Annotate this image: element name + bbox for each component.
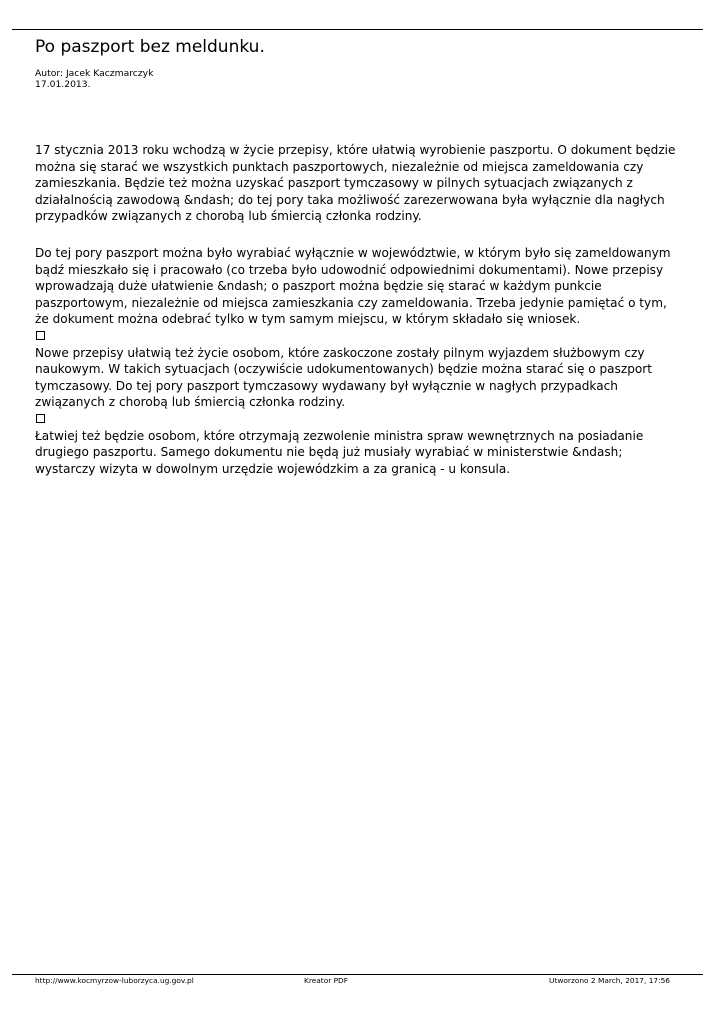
body-line: Łatwiej też będzie osobom, które otrzymają zezwolenie ministra spraw wewnętrznych na posiadanie	[35, 428, 644, 443]
body-line: że dokument można odebrać tylko w tym samym miejscu, w którym składało się wniosek.	[35, 312, 581, 327]
intro-paragraph	[35, 142, 695, 225]
intro-line: można się starać we wszystkich punktach paszportowych, niezależnie od miejsca zameldowania czy	[35, 159, 644, 174]
intro-line: działalnością zawodową &ndash; do tej pory taka możliwość zarezerwowana była wyłącznie dla nagłych	[35, 192, 665, 207]
body-line: tymczasowy. Do tej pory paszport tymczasowy wydawany był wyłącznie w nagłych przypadkach	[35, 378, 618, 393]
body-line: Nowe przepisy ułatwią też życie osobom, które zaskoczone zostały pilnym wyjazdem służbowym czy	[35, 345, 645, 360]
body-line: wprowadzają duże ułatwienie &ndash; o paszport można będzie się starać w każdym punkcie	[35, 279, 602, 294]
footer-url: http://www.kocmyrzow-luborzyca.ug.gov.pl	[35, 976, 194, 985]
footer-created: Utworzono 2 March, 2017, 17:56	[549, 976, 670, 985]
body-line: drugiego paszportu. Samego dokumentu nie będą już musiały wyrabiać w ministerstwie &ndash;	[35, 445, 623, 460]
intro-line: zamieszkania. Będzie też można uzyskać paszport tymczasowy w pilnych sytuacjach związanych z	[35, 176, 633, 191]
intro-line: przypadków związanych z chorobą lub śmiercią członka rodziny.	[35, 209, 422, 224]
body-line: paszportowym, niezależnie od miejsca zamieszkania czy zameldowania. Trzeba jedynie pamiętać o tym,	[35, 295, 667, 310]
body-line: związanych z chorobą lub śmiercią członka rodziny.	[35, 395, 346, 410]
document-meta	[35, 68, 153, 90]
footer-generator: Kreator PDF	[304, 976, 349, 985]
document-title: Po paszport bez meldunku.	[35, 37, 265, 57]
missing-glyph-box-icon	[36, 414, 45, 423]
body-line: wystarczy wizyta w dowolnym urzędzie wojewódzkim a za granicą - u konsula.	[35, 461, 511, 476]
body-line: Do tej pory paszport można było wyrabiać wyłącznie w województwie, w którym było się zameldowanym	[35, 246, 671, 260]
footer-rule	[12, 974, 703, 975]
body-line: naukowym. W takich sytuacjach (oczywiście udokumentowanych) będzie można starać się o paszport	[35, 362, 653, 377]
missing-glyph-box-icon	[36, 331, 45, 340]
header-rule	[12, 29, 703, 30]
box-glyph-row	[35, 411, 695, 428]
body-line: bądź mieszkało się i pracowało (co trzeba było udowodnić odpowiednimi dokumentami). Nowe przepisy	[35, 262, 664, 277]
article-body	[35, 245, 695, 477]
date-line: 17.01.2013.	[35, 79, 91, 90]
intro-line: 17 stycznia 2013 roku wchodzą w życie przepisy, które ułatwią wyrobienie paszportu. O dokument będzie	[35, 143, 676, 157]
box-glyph-row	[35, 328, 695, 345]
author-line: Autor: Jacek Kaczmarczyk	[35, 68, 154, 79]
